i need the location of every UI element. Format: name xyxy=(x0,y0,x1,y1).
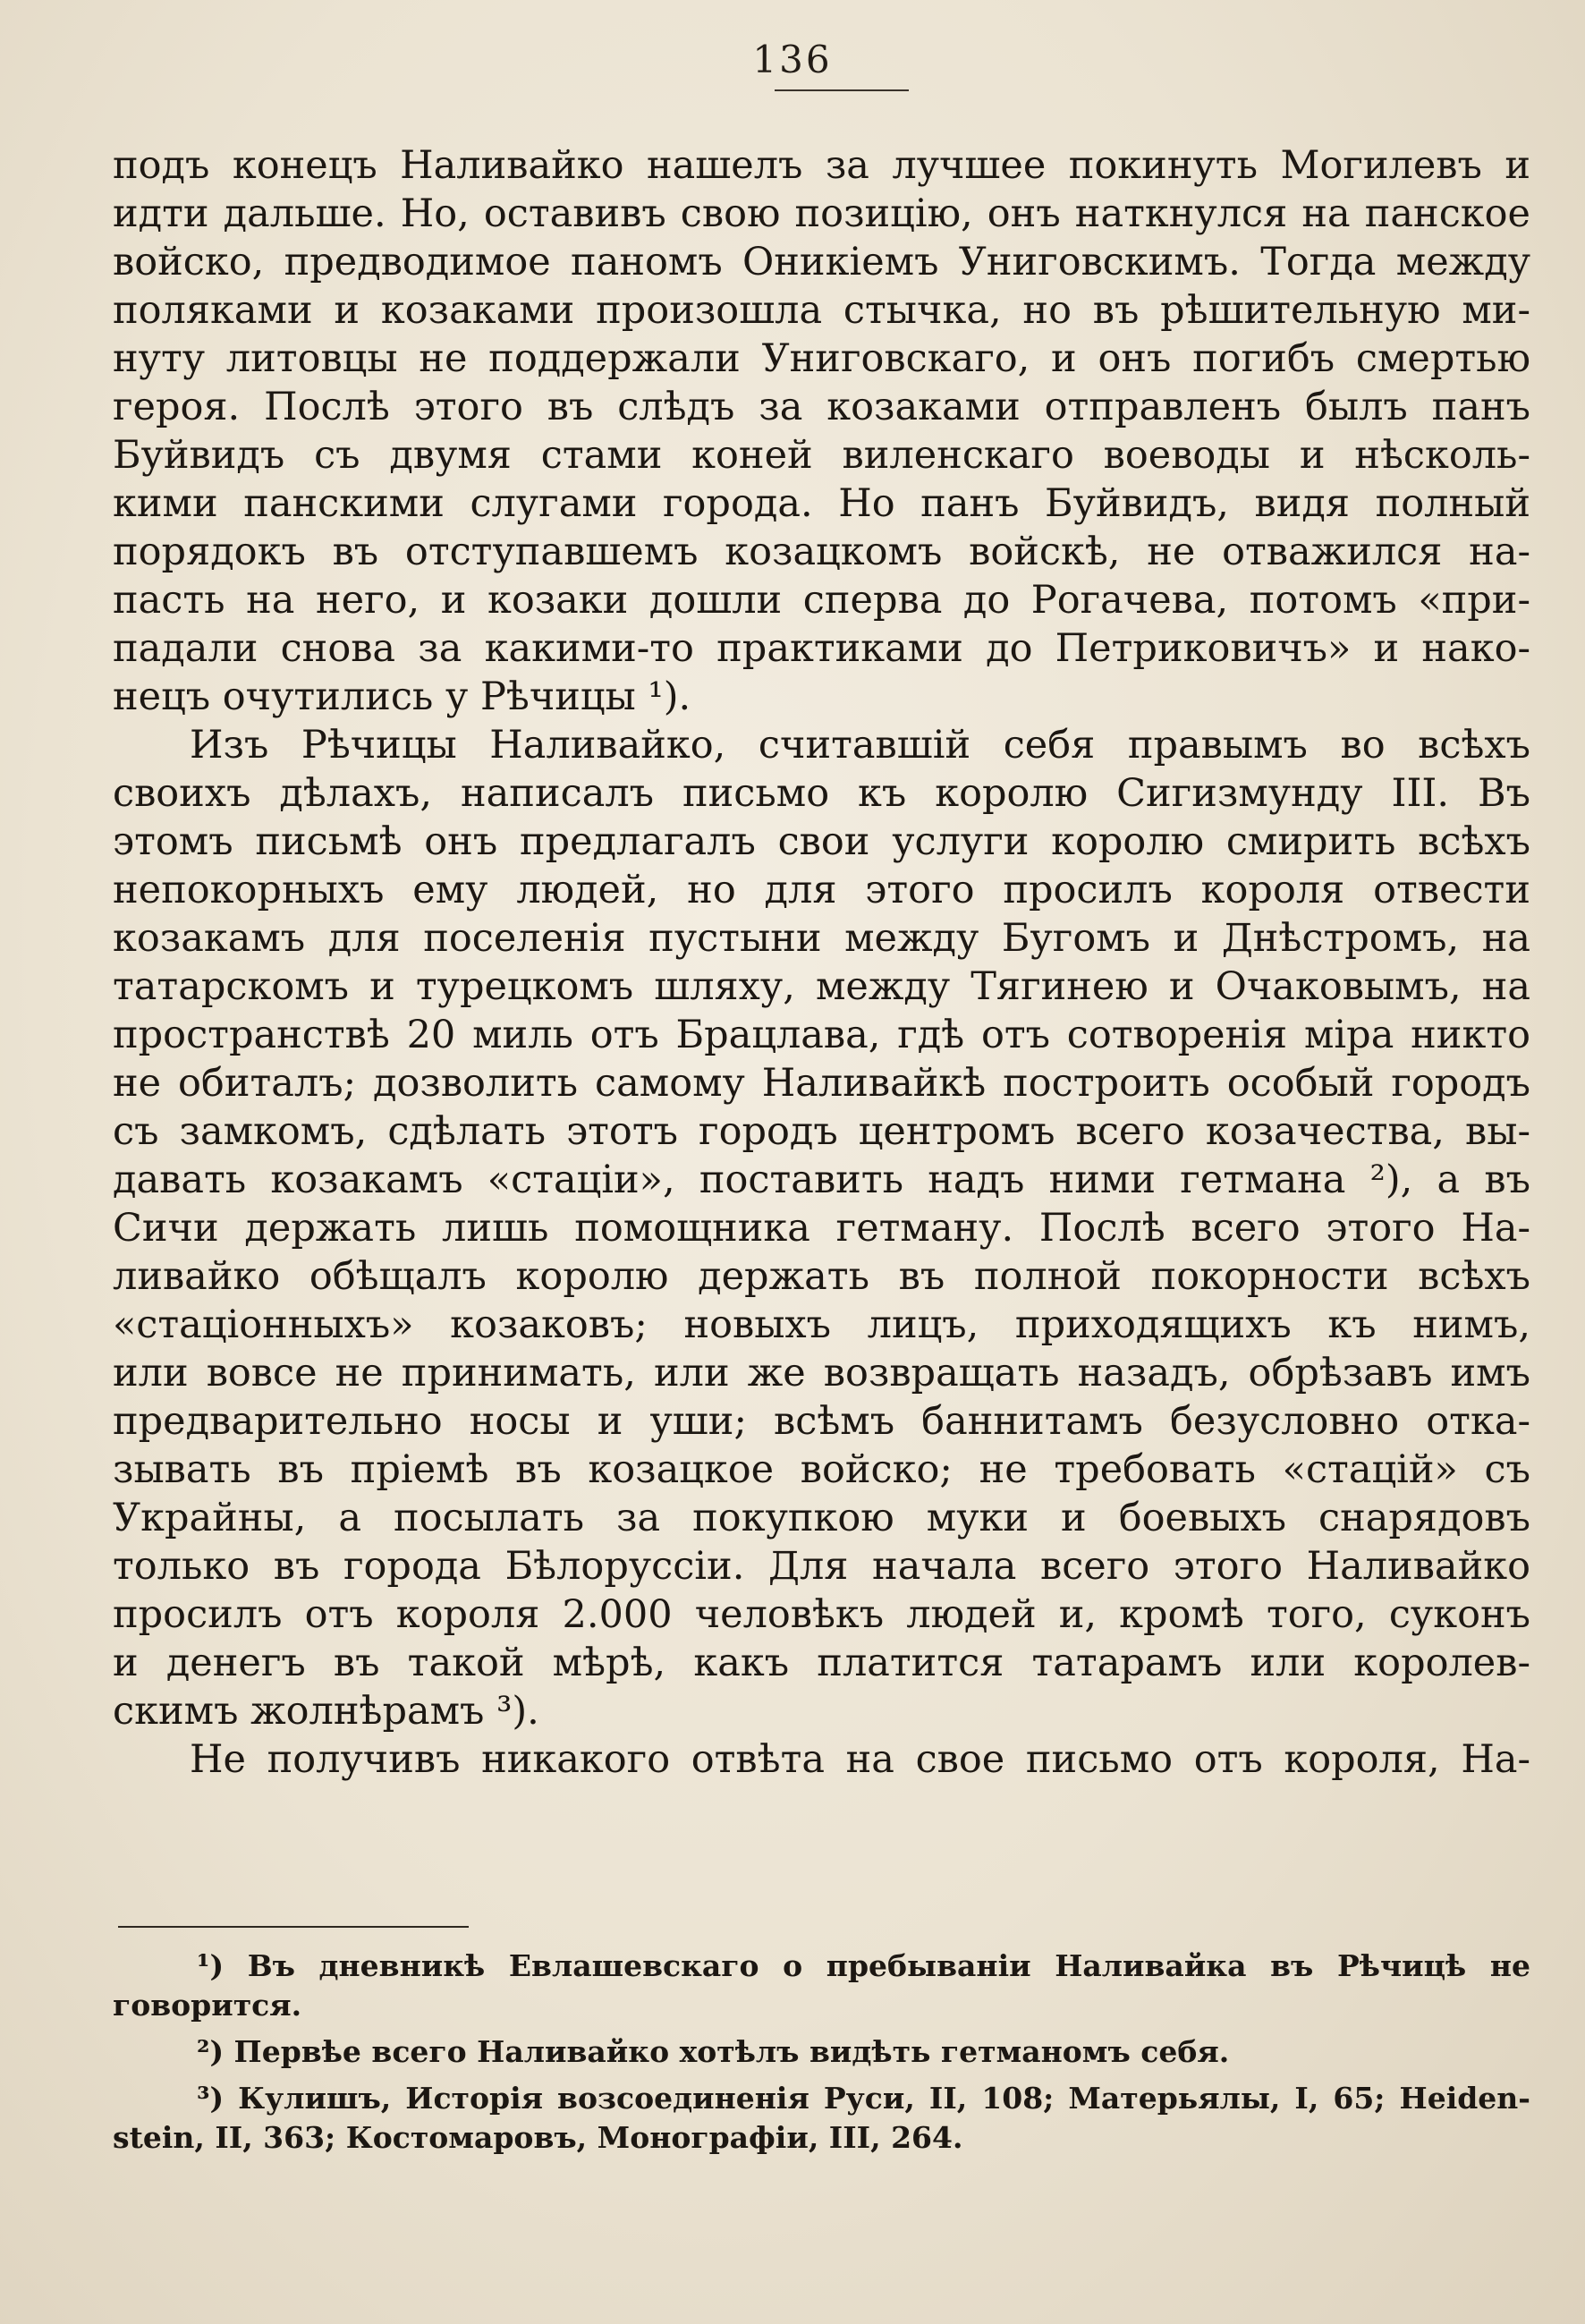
text-line: и денегъ въ такой мѣрѣ, какъ платится татарамъ или королев- xyxy=(113,1641,1530,1685)
text-line: не обиталъ; дозволить самому Наливайкѣ построить особый городъ xyxy=(113,1061,1530,1106)
text-line: кими панскими слугами города. Но панъ Буйвидъ, видя полный xyxy=(113,481,1530,526)
text-line: нуту литовцы не поддержали Униговскаго, и онъ погибъ смертью xyxy=(113,336,1530,381)
main-text xyxy=(113,141,1530,1784)
text-line: пасть на него, и козаки дошли сперва до Рогачева, потомъ «при- xyxy=(113,578,1530,623)
text-line: своихъ дѣлахъ, написалъ письмо къ королю Сигизмунду III. Въ xyxy=(113,771,1530,816)
text-line: войско, предводимое паномъ Оникіемъ Униговскимъ. Тогда между xyxy=(113,240,1530,284)
text-line: давать козакамъ «стаціи», поставить надъ ними гетмана ²), а въ xyxy=(113,1158,1530,1202)
page-number: 136 xyxy=(752,38,833,81)
text-line: порядокъ въ отступавшемъ козацкомъ войскѣ, не отважился на- xyxy=(113,530,1530,574)
text-line: «стаціонныхъ» козаковъ; новыхъ лицъ, приходящихъ къ нимъ, xyxy=(113,1302,1530,1347)
footnote-line: stein, II, 363; Костомаровъ, Монографіи, III, 264. xyxy=(113,2120,963,2155)
text-line: этомъ письмѣ онъ предлагалъ свои услуги королю смирить всѣхъ xyxy=(113,819,1530,864)
text-line: съ замкомъ, сдѣлать этотъ городъ центромъ всего козачества, вы- xyxy=(113,1109,1530,1154)
text-line: или вовсе не принимать, или же возвращать назадъ, обрѣзавъ имъ xyxy=(113,1351,1530,1395)
text-line: Буйвидъ съ двумя стами коней виленскаго воеводы и нѣсколь- xyxy=(113,433,1530,478)
text-line: подъ конецъ Наливайко нашелъ за лучшее покинуть Могилевъ и xyxy=(113,143,1530,188)
text-line: татарскомъ и турецкомъ шляху, между Тягинею и Очаковымъ, на xyxy=(113,964,1530,1009)
text-line: героя. Послѣ этого въ слѣдъ за козаками отправленъ былъ панъ xyxy=(113,385,1530,429)
text-line: Украйны, а посылать за покупкою муки и боевыхъ снарядовъ xyxy=(113,1496,1530,1540)
text-line: зывать въ пріемѣ въ козацкое войско; не требовать «стацій» съ xyxy=(113,1447,1530,1492)
text-line: нецъ очутились у Рѣчицы ¹). xyxy=(113,674,691,719)
text-line: поляками и козаками произошла стычка, но въ рѣшительную ми- xyxy=(113,288,1530,333)
footnote-line: говорится. xyxy=(113,1988,302,2023)
text-line: просилъ отъ короля 2.000 человѣкъ людей и, кромѣ того, суконъ xyxy=(113,1592,1530,1637)
text-line: козакамъ для поселенія пустыни между Бугомъ и Днѣстромъ, на xyxy=(113,916,1530,961)
text-line: скимъ жолнѣрамъ ³). xyxy=(113,1689,539,1734)
footnote-line: ³) Кулишъ, Исторія возсоединенія Руси, II, 108; Матерьялы, I, 65; Heiden- xyxy=(197,2081,1530,2116)
text-line: только въ города Бѣлоруссіи. Для начала всего этого Наливайко xyxy=(113,1544,1530,1589)
text-line: Сичи держать лишь помощника гетману. Послѣ всего этого На- xyxy=(113,1206,1530,1251)
footnotes xyxy=(113,1947,1530,2158)
text-line: падали снова за какими-то практиками до Петриковичъ» и нако- xyxy=(113,626,1530,671)
page-number-rule xyxy=(775,89,909,91)
text-line: идти дальше. Но, оставивъ свою позицію, онъ наткнулся на панское xyxy=(113,191,1530,236)
footnote-line: ¹) Въ дневникѣ Евлашевскаго о пребываніи Наливайка въ Рѣчицѣ не xyxy=(197,1948,1530,1983)
footnote-line: ²) Первѣе всего Наливайко хотѣлъ видѣть гетманомъ себя. xyxy=(197,2034,1230,2069)
text-line: Изъ Рѣчицы Наливайко, считавшій себя правымъ во всѣхъ xyxy=(190,723,1530,768)
footnote-separator xyxy=(118,1926,469,1928)
text-line: предварительно носы и уши; всѣмъ баннитамъ безусловно отка- xyxy=(113,1399,1530,1444)
text-line: Не получивъ никакого отвѣта на свое письмо отъ короля, На- xyxy=(190,1737,1530,1782)
text-line: ливайко обѣщалъ королю держать въ полной покорности всѣхъ xyxy=(113,1254,1530,1299)
text-line: пространствѣ 20 миль отъ Брацлава, гдѣ отъ сотворенія міра никто xyxy=(113,1013,1530,1057)
text-line: непокорныхъ ему людей, но для этого просилъ короля отвести xyxy=(113,868,1530,912)
